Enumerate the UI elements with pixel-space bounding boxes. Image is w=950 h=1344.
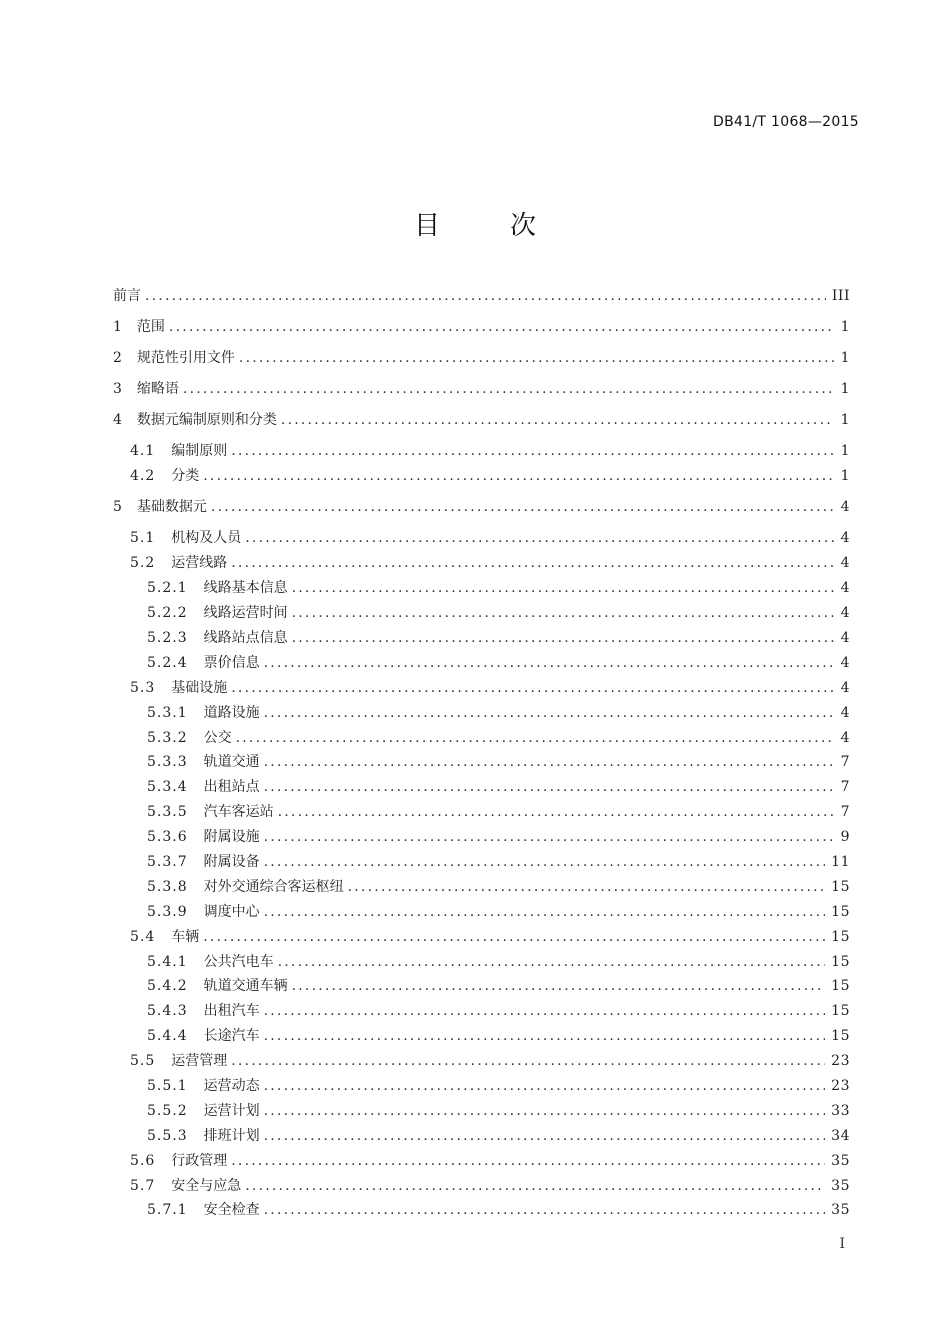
toc-entry-number: 5.3.6 [147, 829, 188, 846]
toc-entry-number: 5.3 [130, 679, 156, 696]
toc-entry[interactable] [113, 601, 850, 626]
toc-dot-leader [348, 875, 826, 900]
toc-entry-number: 5.4.1 [147, 953, 188, 970]
toc-dot-leader [278, 800, 834, 825]
toc-entry-page: 1 [840, 443, 850, 460]
toc-entry-page: 15 [831, 903, 850, 920]
toc-entry-page: 15 [831, 1028, 850, 1045]
toc-entry[interactable] [113, 1124, 850, 1149]
toc-entry[interactable] [113, 1024, 850, 1049]
toc-entry-page: 1 [840, 412, 850, 429]
toc-entry-page: 15 [831, 978, 850, 995]
toc-dot-leader [264, 999, 826, 1024]
toc-entry[interactable] [113, 346, 850, 371]
toc-entry-number: 5.5.1 [147, 1078, 188, 1095]
toc-dot-leader [264, 1124, 826, 1149]
toc-entry-title: 轨道交通车辆 [203, 978, 288, 995]
toc-entry-page: 15 [831, 928, 850, 945]
toc-entry[interactable] [113, 1174, 850, 1199]
toc-entry-number: 5.2 [130, 555, 156, 572]
toc-entry[interactable] [113, 576, 850, 601]
toc-entry-number: 5.1 [130, 530, 156, 547]
toc-dot-leader [231, 676, 834, 701]
toc-entry-number: 4.2 [130, 468, 156, 485]
toc-entry-number: 5.3.8 [147, 878, 188, 895]
toc-entry-title: 范围 [136, 319, 165, 336]
toc-entry[interactable] [113, 925, 850, 950]
toc-entry-page: 9 [840, 829, 850, 846]
toc-dot-leader [264, 1198, 826, 1223]
toc-entry-title: 线路运营时间 [203, 605, 288, 622]
toc-entry-number: 5.5.3 [147, 1127, 188, 1144]
toc-dot-leader [211, 495, 834, 520]
toc-entry[interactable] [113, 526, 850, 551]
toc-entry-page: 4 [840, 679, 850, 696]
toc-entry-title: 安全与应急 [171, 1177, 242, 1194]
toc-entry-number: 5 [113, 499, 123, 516]
toc-entry[interactable] [113, 999, 850, 1024]
toc-entry-page: 23 [831, 1053, 850, 1070]
toc-entry-page: 15 [831, 1003, 850, 1020]
toc-entry-title: 对外交通综合客运枢纽 [203, 878, 344, 895]
toc-entry-page: 35 [831, 1202, 850, 1219]
toc-dot-leader [264, 701, 834, 726]
toc-entry[interactable] [113, 284, 850, 309]
toc-entry-title: 排班计划 [203, 1127, 260, 1144]
toc-entry-number: 5.4.2 [147, 978, 188, 995]
toc-entry[interactable] [113, 1049, 850, 1074]
toc-entry-number: 2 [113, 350, 123, 367]
toc-entry[interactable] [113, 551, 850, 576]
toc-entry[interactable] [113, 377, 850, 402]
toc-dot-leader [264, 900, 826, 925]
toc-entry-page: 4 [840, 530, 850, 547]
toc-entry-title: 附属设备 [203, 854, 260, 871]
toc-entry-number: 5.4.3 [147, 1003, 188, 1020]
toc-dot-leader [264, 775, 834, 800]
toc-entry[interactable] [113, 315, 850, 340]
toc-entry-title: 规范性引用文件 [136, 350, 235, 367]
toc-entry-number: 4.1 [130, 443, 156, 460]
toc-entry-number: 5.7 [130, 1177, 156, 1194]
toc-entry-page: 15 [831, 878, 850, 895]
toc-entry-page: 4 [840, 630, 850, 646]
toc-dot-leader [203, 925, 825, 950]
toc-dot-leader [231, 1149, 825, 1174]
toc-entry-page: 34 [831, 1127, 850, 1144]
toc-entry-page: 15 [831, 953, 850, 970]
toc-entry-page: 1 [840, 468, 850, 485]
toc-entry-number: 5.5 [130, 1053, 156, 1070]
toc-entry[interactable] [113, 651, 850, 676]
toc-entry-number: 5.4.4 [147, 1028, 188, 1045]
toc-entry-page: 11 [831, 854, 850, 871]
toc-dot-leader [245, 526, 834, 551]
toc-entry-title: 编制原则 [171, 443, 228, 460]
toc-dot-leader [236, 726, 834, 751]
toc-entry-number: 5.3.4 [147, 779, 188, 796]
toc-dot-leader [292, 974, 826, 999]
toc-entry-page: 4 [840, 499, 850, 516]
toc-entry-number: 5.2.4 [147, 654, 188, 671]
toc-dot-leader [239, 346, 834, 371]
toc-entry-title: 机构及人员 [171, 530, 242, 547]
toc-entry-number: 5.2.3 [147, 630, 188, 646]
toc-entry-title: 附属设施 [203, 829, 260, 846]
toc-entry-page: 33 [831, 1102, 850, 1119]
toc-dot-leader [264, 850, 826, 875]
toc-entry-number: 5.3.1 [147, 704, 188, 721]
toc-entry-title: 公交 [203, 729, 232, 746]
toc-entry-title: 调度中心 [203, 903, 260, 920]
page-title: 目 次 [413, 211, 558, 241]
toc-entry-title: 出租站点 [203, 779, 260, 796]
toc-dot-leader [278, 950, 826, 975]
toc-entry-number: 5.3.9 [147, 903, 188, 920]
toc-dot-leader [145, 284, 826, 309]
toc-entry-title: 缩略语 [136, 381, 179, 398]
toc-entry-title: 运营线路 [171, 555, 228, 572]
document-code: DB41/T 1068—2015 [713, 114, 859, 130]
toc-entry-page: III [831, 288, 850, 304]
toc-entry[interactable] [113, 974, 850, 999]
toc-entry-page: 4 [840, 605, 850, 622]
toc-dot-leader [292, 601, 834, 626]
toc-dot-leader [231, 551, 834, 576]
toc-entry-page: 35 [831, 1152, 850, 1169]
toc-entry-page: 7 [840, 754, 850, 771]
toc-entry[interactable] [113, 875, 850, 900]
toc-entry-number: 5.5.2 [147, 1102, 188, 1119]
toc-entry[interactable] [113, 626, 850, 651]
toc-entry-title: 车辆 [171, 928, 200, 945]
toc-entry[interactable] [113, 495, 850, 520]
toc-entry-title: 线路基本信息 [203, 580, 288, 597]
toc-dot-leader [183, 377, 834, 402]
toc-dot-leader [231, 439, 834, 464]
toc-entry-number: 5.3.5 [147, 804, 188, 821]
toc-entry-page: 23 [831, 1078, 850, 1095]
toc-dot-leader [264, 651, 834, 676]
toc-entry-title: 道路设施 [203, 704, 260, 721]
toc-entry[interactable] [113, 439, 850, 464]
toc-entry-page: 1 [840, 319, 850, 336]
toc-dot-leader [281, 408, 834, 433]
toc-entry[interactable] [113, 1074, 850, 1099]
toc-entry-number: 5.2.2 [147, 605, 188, 622]
toc-entry-title: 汽车客运站 [203, 804, 274, 821]
toc-entry-title: 运营动态 [203, 1078, 260, 1095]
toc-dot-leader [292, 626, 834, 651]
toc-entry-title: 线路站点信息 [203, 630, 288, 646]
toc-dot-leader [264, 1074, 826, 1099]
toc-entry[interactable] [113, 750, 850, 775]
toc-entry-number: 4 [113, 412, 123, 429]
toc-entry[interactable] [113, 676, 850, 701]
toc-entry-title: 运营管理 [171, 1053, 228, 1070]
toc-entry[interactable] [113, 464, 850, 489]
toc-entry-page: 4 [840, 704, 850, 721]
toc-entry-title: 公共汽电车 [203, 953, 274, 970]
toc-entry-number: 5.6 [130, 1152, 156, 1169]
toc-entry-number: 5.3.7 [147, 854, 188, 871]
toc-entry-page: 1 [840, 350, 850, 367]
toc-entry[interactable] [113, 726, 850, 751]
toc-entry[interactable] [113, 950, 850, 975]
toc-entry[interactable] [113, 825, 850, 850]
toc-entry-page: 4 [840, 555, 850, 572]
toc-entry-page: 35 [831, 1177, 850, 1194]
toc-entry[interactable] [113, 800, 850, 825]
page-number: I [839, 1236, 845, 1252]
toc-entry-title: 基础数据元 [136, 499, 207, 516]
toc-dot-leader [264, 750, 834, 775]
toc-entry-title: 数据元编制原则和分类 [136, 412, 277, 429]
toc-dot-leader [169, 315, 834, 340]
toc-entry-number: 5.7.1 [147, 1202, 188, 1219]
toc-entry[interactable] [113, 1198, 850, 1223]
toc-entry-number: 5.3.3 [147, 754, 188, 771]
toc-entry[interactable] [113, 850, 850, 875]
toc-entry-page: 4 [840, 729, 850, 746]
toc-entry-page: 7 [840, 804, 850, 821]
toc-entry-number: 5.4 [130, 928, 156, 945]
toc-entry-title: 前言 [113, 288, 141, 304]
toc-entry[interactable] [113, 775, 850, 800]
toc-entry[interactable] [113, 900, 850, 925]
toc-entry-title: 出租汽车 [203, 1003, 260, 1020]
toc-dot-leader [264, 1099, 826, 1124]
toc-dot-leader [264, 825, 834, 850]
toc-entry-title: 票价信息 [203, 654, 260, 671]
toc-entry-title: 分类 [171, 468, 200, 485]
toc-dot-leader [245, 1174, 825, 1199]
toc-entry[interactable] [113, 408, 850, 433]
toc-entry-title: 长途汽车 [203, 1028, 260, 1045]
toc-entry[interactable] [113, 1149, 850, 1174]
toc-entry-page: 4 [840, 654, 850, 671]
toc-dot-leader [292, 576, 834, 601]
toc-entry-number: 3 [113, 381, 123, 398]
toc-entry-title: 运营计划 [203, 1102, 260, 1119]
toc-dot-leader [264, 1024, 826, 1049]
toc-entry-title: 基础设施 [171, 679, 228, 696]
toc-entry-number: 5.3.2 [147, 729, 188, 746]
toc-dot-leader [231, 1049, 825, 1074]
toc-entry-page: 7 [840, 779, 850, 796]
toc-entry-page: 4 [840, 580, 850, 597]
toc-entry-number: 5.2.1 [147, 580, 188, 597]
toc-entry-title: 安全检查 [203, 1202, 260, 1219]
toc-entry-title: 行政管理 [171, 1152, 228, 1169]
toc-entry-number: 1 [113, 319, 123, 336]
toc-entry-page: 1 [840, 381, 850, 398]
table-of-contents [113, 284, 850, 1223]
toc-entry-title: 轨道交通 [203, 754, 260, 771]
toc-entry[interactable] [113, 701, 850, 726]
toc-entry[interactable] [113, 1099, 850, 1124]
toc-dot-leader [203, 464, 834, 489]
